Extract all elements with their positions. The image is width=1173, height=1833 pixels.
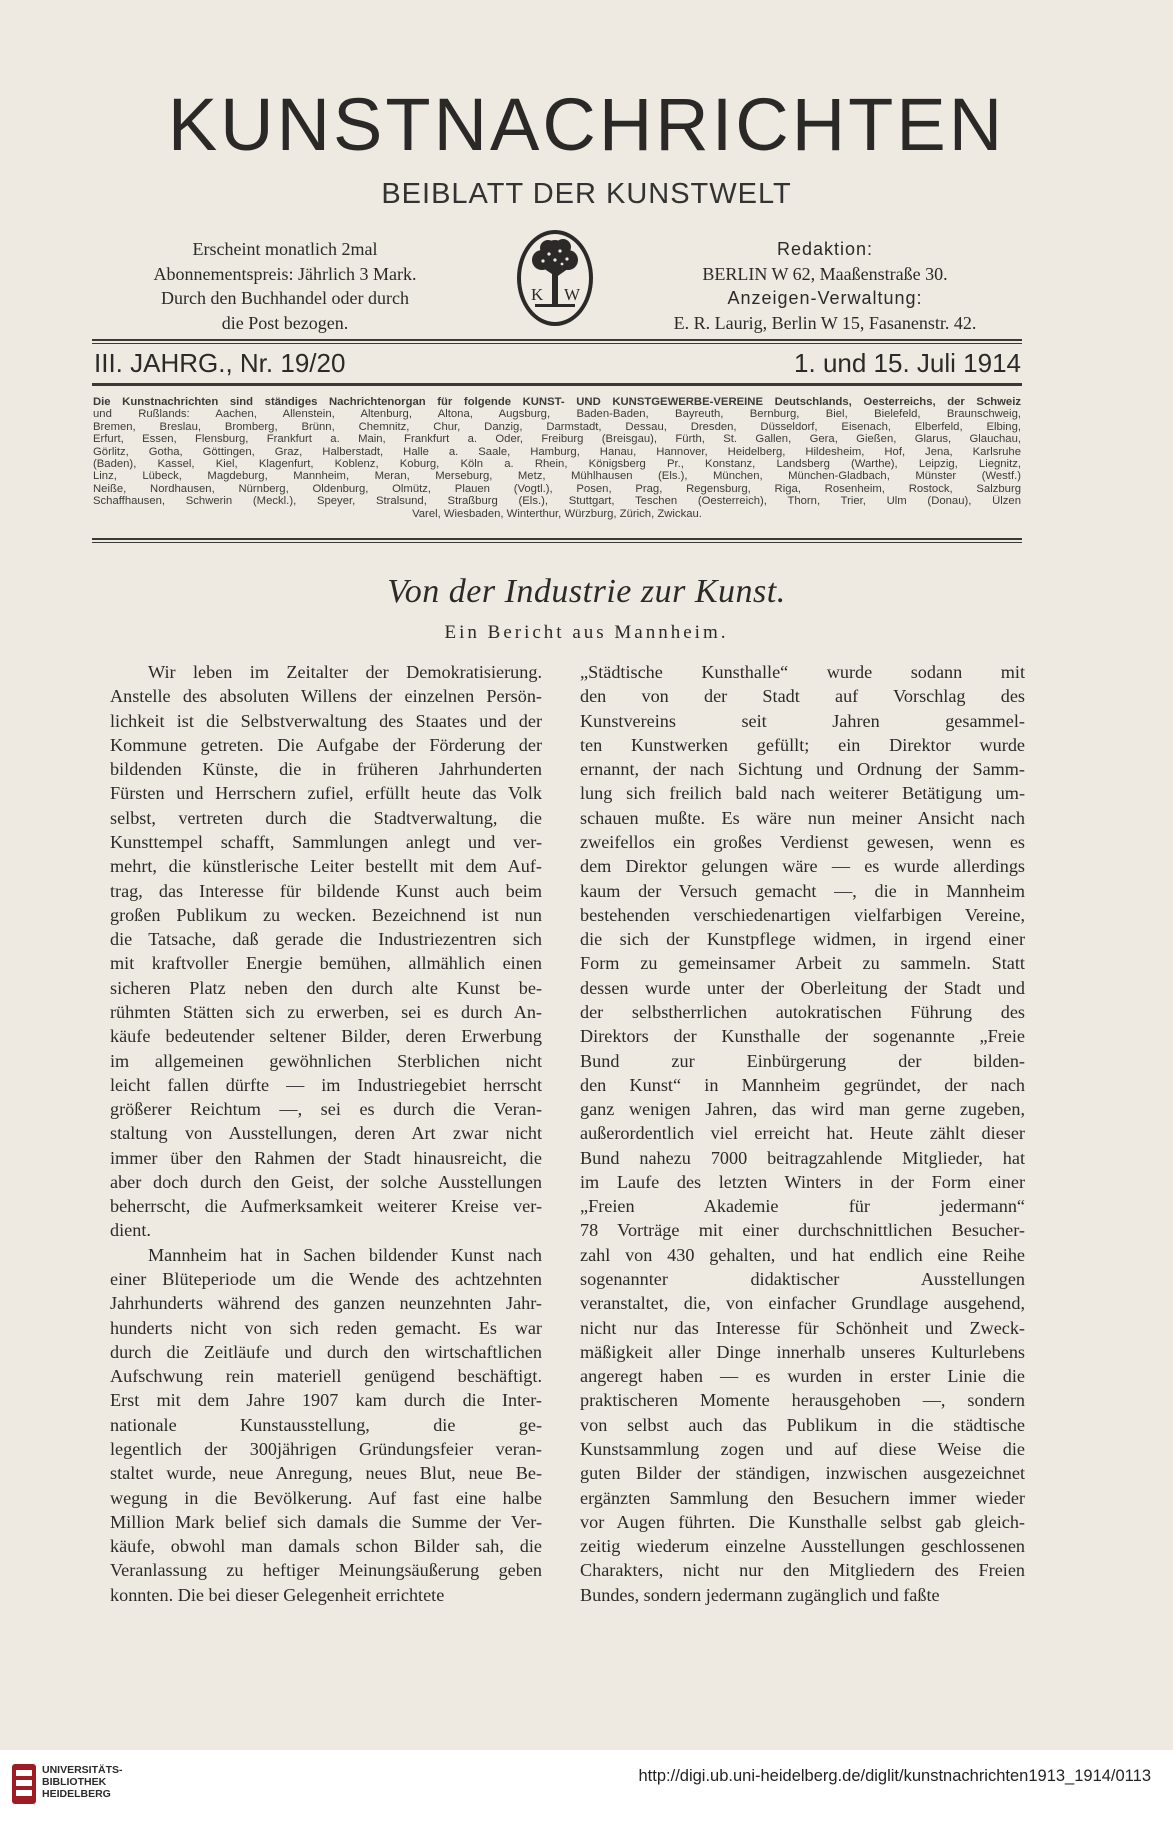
text-line: Veranlassung zu heftiger Meinungsäußerung geben	[110, 1560, 542, 1581]
text-line: im allgemeinen gewöhnlichen Sterblichen nicht	[110, 1050, 542, 1071]
text-line: den Kunst“ in Mannheim gegründet, der nach	[580, 1074, 1025, 1095]
article-title: Von der Industrie zur Kunst.	[387, 573, 786, 610]
member-line: Bremen, Breslau, Bromberg, Brünn, Chemnitz, Chur, Danzig, Darmstadt, Dessau, Dresden, Düsseldorf, Eisenach, Elberfeld, Elbing,	[93, 420, 1021, 433]
member-line: Erfurt, Essen, Flensburg, Frankfurt a. Main, Frankfurt a. Oder, Freiburg (Breisgau), Fürth, St. Gallen, Gera, Gießen, Glarus, Glauchau,	[93, 433, 1021, 446]
member-line: Linz, Lübeck, Magdeburg, Mannheim, Meran, Merseburg, Metz, Mühlhausen (Els.), München, München-Gladbach, Münster (Westf.)	[93, 470, 1021, 483]
text-line: Bund zur Einbürgerung der bilden-	[580, 1050, 1025, 1071]
text-line: rühmten Stätten sich zu erwerben, sei es durch An-	[110, 1001, 542, 1022]
text-line: nicht nur das Interesse für Schönheit und Zweck-	[580, 1317, 1025, 1338]
info-line: Abonnementspreis: Jährlich 3 Mark.	[153, 263, 417, 284]
library-line: UNIVERSITÄTS-	[42, 1764, 123, 1776]
text-line: Bund nahezu 7000 beitragzahlende Mitglieder, hat	[580, 1147, 1025, 1168]
text-line: „Städtische Kunsthalle“ wurde sodann mit	[580, 662, 1025, 682]
text-line: Erst mit dem Jahre 1907 kam durch die Inter-	[110, 1390, 542, 1411]
header-rule-bottom	[92, 383, 1022, 386]
article-column-right	[580, 660, 1025, 1607]
university-seal-icon	[10, 1762, 38, 1806]
header-rule-top-thin	[92, 343, 1022, 344]
info-line: die Post bezogen.	[221, 312, 349, 333]
text-line: staltet wurde, neue Anregung, neues Blut, neue Be-	[110, 1463, 542, 1484]
text-line: käufe, obwohl man damals schon Bilder sah, die	[110, 1536, 542, 1557]
member-line: und Rußlands: Aachen, Allenstein, Altenburg, Altona, Augsburg, Baden-Baden, Bayreuth, Bernburg, Biel, Bielefeld, Braunschweig,	[93, 408, 1021, 421]
text-line: mäßigkeit aller Dinge innerhalb unseres Kulturlebens	[580, 1341, 1025, 1362]
text-line: Charakters, nicht nur den Mitgliedern des Freien	[580, 1560, 1025, 1581]
text-line: konnten. Die bei dieser Gelegenheit errichtete	[110, 1584, 445, 1605]
library-name	[42, 1764, 123, 1800]
info-line: Erscheint monatlich 2mal	[192, 239, 378, 259]
text-line: zweifellos ein großes Verdienst gewesen, wenn es	[580, 831, 1025, 852]
text-line: den von der Stadt auf Vorschlag des	[580, 686, 1025, 707]
text-line: nationale Kunstausstellung, die ge-	[110, 1414, 542, 1435]
text-line: sogenannter didaktischer Ausstellungen	[580, 1269, 1025, 1290]
text-line: Kommune getreten. Die Aufgabe der Förderung der	[110, 734, 542, 755]
text-line: Kunstsammlung zogen und auf diese Weise die	[580, 1439, 1025, 1459]
text-line: außerordentlich viel erreicht hat. Heute zählt dieser	[580, 1123, 1025, 1144]
text-line: Form zu gemeinsamer Arbeit zu sammeln. Statt	[580, 953, 1025, 974]
text-line: legentlich der 300jährigen Gründungsfeier veran-	[110, 1439, 542, 1459]
text-line: wegung in die Bevölkerung. Auf fast eine halbe	[110, 1487, 542, 1508]
text-line: angeregt haben — es wurden in erster Linie die	[580, 1366, 1025, 1387]
text-line: Wir leben im Zeitalter der Demokratisierung.	[148, 662, 542, 682]
text-line: beherrscht, die Aufmerksamkeit weiterer Kreise ver-	[110, 1196, 542, 1217]
text-line: großen Publikum zu wecken. Bezeichnend ist nun	[110, 904, 542, 925]
text-line: aber doch durch den Geist, der solche Ausstellungen	[110, 1171, 542, 1192]
members-rule	[92, 538, 1022, 540]
logo-letter-w: W	[564, 285, 581, 304]
text-line: dient.	[110, 1220, 151, 1241]
text-line: von selbst auch das Publikum in die städtische	[580, 1414, 1025, 1435]
text-line: ten Kunstwerken gefüllt; ein Direktor wurde	[580, 734, 1025, 755]
text-line: guten Bilder der ständigen, inzwischen ausgezeichnet	[580, 1463, 1025, 1484]
text-line: der selbstherrlichen autokratischen Führung des	[580, 1001, 1025, 1022]
text-line: zeitig wiederum einzelne Ausstellungen geschlossenen	[580, 1536, 1025, 1557]
text-line: ganz wenigen Jahren, das wird man gerne zugeben,	[580, 1099, 1025, 1120]
member-line: (Baden), Kassel, Kiel, Klagenfurt, Koblenz, Koburg, Köln a. Rhein, Königsberg Pr., Konstanz, Landsberg (Warthe), Leipzig, Liegnitz,	[93, 458, 1021, 471]
article-column-left	[110, 660, 542, 1607]
text-line: mit kraftvoller Energie bemühen, allmählich einen	[110, 953, 542, 974]
logo-letter-k: K	[531, 285, 544, 304]
text-line: käufe bedeutender seltener Bilder, deren Erwerbung	[110, 1026, 542, 1047]
text-line: hunderts nicht von sich reden gemacht. Es war	[110, 1317, 542, 1338]
info-line: Durch den Buchhandel oder durch	[161, 288, 409, 308]
library-line: BIBLIOTHEK	[42, 1776, 107, 1788]
text-line: zahl von 430 gehalten, und hat endlich eine Reihe	[580, 1244, 1025, 1265]
text-line: im Laufe des letzten Winters in der Form einer	[580, 1171, 1025, 1192]
text-line: immer über den Rahmen der Stadt hinausreicht, die	[110, 1147, 542, 1168]
text-line: Aufschwung rein materiell genügend beschäftigt.	[110, 1366, 542, 1387]
info-line: Anzeigen-Verwaltung:	[727, 288, 923, 308]
subscription-info	[100, 237, 470, 335]
text-line: leicht fallen dürfte — im Industriegebiet herrscht	[110, 1074, 542, 1095]
info-line: Redaktion:	[776, 239, 874, 259]
text-line: ernannt, der nach Sichtung und Ordnung der Samm-	[580, 759, 1025, 780]
member-line: Neiße, Nordhausen, Nürnberg, Oldenburg, Olmütz, Plauen (Vogtl.), Posen, Prag, Regensburg, Riga, Rosenheim, Rostock, Salzburg	[93, 482, 1021, 495]
member-line: Die Kunstnachrichten sind ständiges Nachrichtenorgan für folgende KUNST- UND KUNSTGEWERBE-VEREINE Deutschlands, Oesterreichs, der Schweiz	[93, 396, 1021, 408]
masthead-title: KUNSTNACHRICHTEN	[167, 83, 1006, 166]
member-line: Schaffhausen, Schwerin (Meckl.), Speyer, Stralsund, Straßburg (Els.), Stuttgart, Teschen (Oesterreich), Thorn, Trier, Ulm (Donau), Ülzen	[93, 495, 1021, 508]
text-line: bestehenden verschiedenartigen vielfarbigen Vereine,	[580, 904, 1025, 925]
text-line: vor Augen führten. Die Kunsthalle selbst gab gleich-	[580, 1511, 1025, 1532]
library-line: HEIDELBERG	[42, 1788, 111, 1800]
text-line: praktischeren Momente herausgehoben —, sondern	[580, 1390, 1025, 1411]
text-line: die sich der Kunstpflege widmen, in irgend einer	[580, 929, 1025, 950]
text-line: sicheren Platz neben den durch alte Kunst be-	[110, 977, 542, 998]
article-subtitle: Ein Bericht aus Mannheim.	[444, 622, 729, 643]
text-line: lung sich freilich bald nach weiterer Betätigung um-	[580, 783, 1025, 804]
text-line: die Tatsache, daß gerade die Industriezentren sich	[110, 929, 542, 950]
text-line: dem Direktor gelungen wäre — es wurde allerdings	[580, 856, 1025, 877]
source-url-link[interactable]: http://digi.ub.uni-heidelberg.de/diglit/kunstnachrichten1913_1914/0113	[638, 1767, 1151, 1785]
text-line: Fürsten und Herrschern zufiel, erfüllt heute das Volk	[110, 783, 542, 804]
member-associations	[93, 396, 1021, 520]
footer-bar	[0, 1750, 1173, 1833]
text-line: durch die Zeitläufe und durch den wirtschaftlichen	[110, 1341, 542, 1362]
text-line: Direktors der Kunsthalle der sogenannte „Freie	[580, 1026, 1025, 1047]
text-line: Kunstvereins seit Jahren gesammel-	[580, 710, 1025, 731]
masthead-subtitle: BEIBLATT DER KUNSTWELT	[381, 178, 792, 210]
text-line: einer Blüteperiode um die Wende des achtzehnten	[110, 1269, 542, 1290]
info-line: BERLIN W 62, Maaßenstraße 30.	[702, 263, 948, 284]
text-line: trag, das Interesse für bildende Kunst auch beim	[110, 880, 542, 901]
text-line: schauen mußte. Es wäre nun meiner Ansicht nach	[580, 807, 1025, 828]
text-line: Mannheim hat in Sachen bildender Kunst nach	[148, 1244, 542, 1265]
text-line: mehrt, die künstlerische Leiter bestellt mit dem Auf-	[110, 856, 542, 877]
text-line: dessen wurde unter der Oberleitung der Stadt und	[580, 977, 1025, 998]
text-line: Anstelle des absoluten Willens der einzelnen Persön-	[110, 686, 542, 707]
header-rule-top	[92, 339, 1022, 341]
text-line: bildenden Künste, die in früheren Jahrhunderten	[110, 759, 542, 780]
member-line: Görlitz, Gotha, Göttingen, Graz, Halberstadt, Halle a. Saale, Hamburg, Hanau, Hannover, Heidelberg, Hildesheim, Hof, Jena, Karlsruhe	[93, 445, 1021, 458]
editorial-info	[650, 237, 1000, 335]
text-line: ergänzten Sammlung den Besuchern immer wieder	[580, 1487, 1025, 1508]
issue-date: 1. und 15. Juli 1914	[794, 348, 1021, 378]
text-line: lichkeit ist die Selbstverwaltung des Staates und der	[110, 710, 542, 731]
text-line: Kunsttempel schafft, Sammlungen anlegt und ver-	[110, 831, 542, 852]
issue-number: III. JAHRG., Nr. 19/20	[94, 348, 346, 378]
text-line: kaum der Versuch gemacht —, die in Mannheim	[580, 880, 1025, 901]
text-line: staltung von Ausstellungen, deren Art zwar nicht	[110, 1123, 542, 1144]
text-line: Bundes, sondern jedermann zugänglich und faßte	[580, 1584, 940, 1605]
text-line: Million Mark belief sich damals die Summe der Ver-	[110, 1511, 542, 1532]
members-rule-thin	[92, 542, 1022, 543]
info-line: E. R. Laurig, Berlin W 15, Fasanenstr. 42.	[673, 312, 977, 333]
member-line: Varel, Wiesbaden, Winterthur, Würzburg, Zürich, Zwickau.	[412, 507, 702, 520]
text-line: größerer Reichtum —, sei es durch die Veran-	[110, 1099, 542, 1120]
kw-tree-logo	[515, 228, 595, 328]
text-line: Jahrhunderts während des ganzen neunzehnten Jahr-	[110, 1293, 542, 1314]
text-line: selbst, vertreten durch die Stadtverwaltung, die	[110, 807, 542, 828]
text-line: „Freien Akademie für jedermann“	[580, 1196, 1025, 1217]
text-line: veranstaltet, die, von einfacher Grundlage ausgehend,	[580, 1293, 1025, 1314]
text-line: 78 Vorträge mit einer durchschnittlichen Besucher-	[580, 1220, 1025, 1241]
